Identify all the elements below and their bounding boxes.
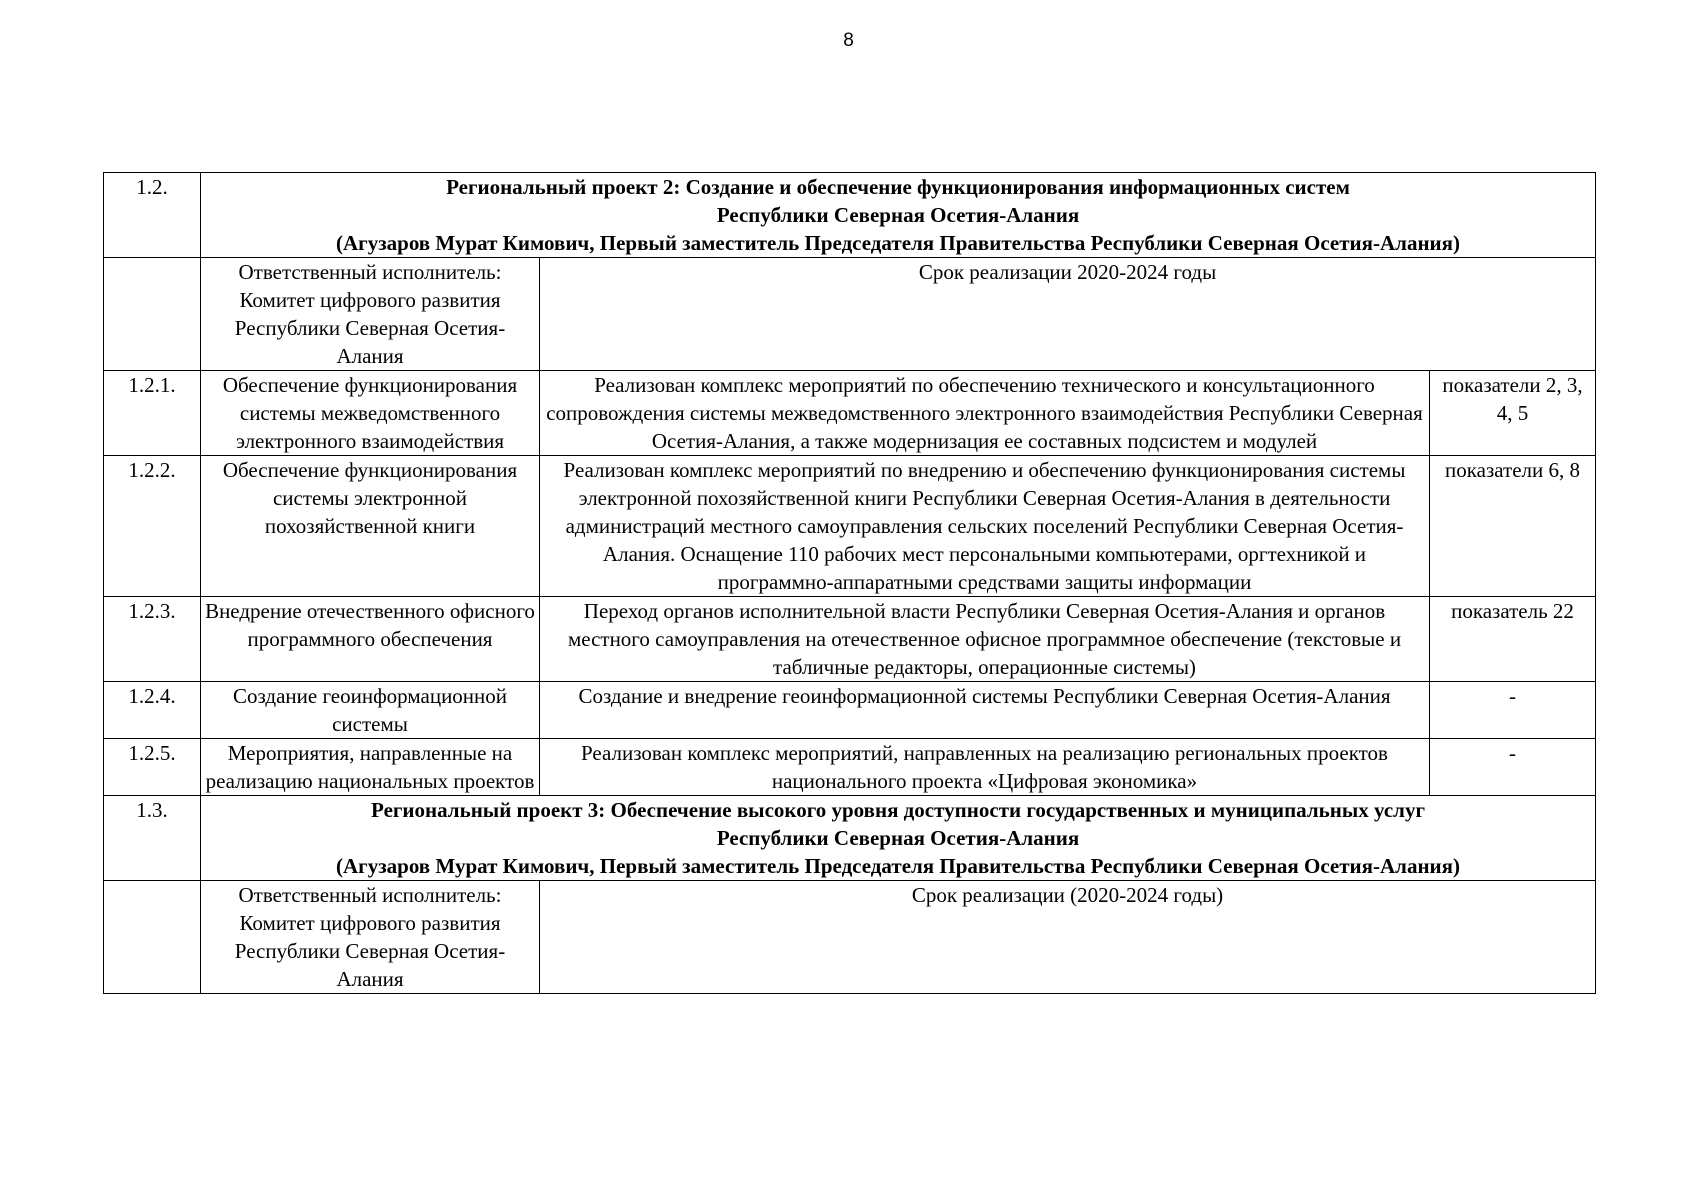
table-row — [104, 456, 1596, 597]
item-result: Реализован комплекс мероприятий по внедрению и обеспечению функционирования системы электронной похозяйственной книги Республики Северная Осетия-Алания в деятельности администраций местного самоуправления сельских поселений Республики Северная Осетия-Алания. Оснащение 110 рабочих мест персональными компьютерами, оргтехникой и программно-аппаратными средствами защиты информации — [540, 456, 1430, 597]
item-result: Переход органов исполнительной власти Республики Северная Осетия-Алания и органов местного самоуправления на отечественное офисное программное обеспечение (текстовые и табличные редакторы, операционные системы) — [540, 597, 1430, 682]
project-number: 1.2. — [104, 173, 201, 258]
item-result: Реализован комплекс мероприятий по обеспечению технического и консультационного сопровождения системы межведомственного электронного взаимодействия Республики Северная Осетия-Алания, а также модернизация ее составных подсистем и модулей — [540, 371, 1430, 456]
project-title-line: Региональный проект 2: Создание и обеспечение функционирования информационных систем — [446, 175, 1350, 199]
item-number: 1.2.1. — [104, 371, 201, 456]
empty-cell — [104, 881, 201, 994]
project-title — [201, 796, 1596, 881]
project-curator: (Агузаров Мурат Кимович, Первый заместитель Председателя Правительства Республики Северная Осетия-Алания) — [336, 854, 1460, 878]
project-header-row — [104, 173, 1596, 258]
item-indicators: показатели 6, 8 — [1430, 456, 1596, 597]
table-row — [104, 371, 1596, 456]
activities-table — [103, 172, 1596, 994]
item-indicators: - — [1430, 739, 1596, 796]
item-number: 1.2.5. — [104, 739, 201, 796]
project-title-line: Республики Северная Осетия-Алания — [716, 826, 1080, 850]
implementation-term: Срок реализации (2020-2024 годы) — [540, 881, 1596, 994]
table-row — [104, 597, 1596, 682]
item-number: 1.2.2. — [104, 456, 201, 597]
table-row — [104, 682, 1596, 739]
project-responsible-row — [104, 881, 1596, 994]
project-curator: (Агузаров Мурат Кимович, Первый заместитель Председателя Правительства Республики Северная Осетия-Алания) — [336, 231, 1460, 255]
page-number: 8 — [843, 30, 854, 51]
item-result: Реализован комплекс мероприятий, направленных на реализацию региональных проектов национального проекта «Цифровая экономика» — [540, 739, 1430, 796]
item-name: Обеспечение функционирования системы межведомственного электронного взаимодействия — [201, 371, 540, 456]
empty-cell — [104, 258, 201, 371]
item-number: 1.2.3. — [104, 597, 201, 682]
responsible-executor: Ответственный исполнитель: Комитет цифрового развития Республики Северная Осетия-Алания — [201, 258, 540, 371]
item-indicators: - — [1430, 682, 1596, 739]
responsible-executor: Ответственный исполнитель: Комитет цифрового развития Республики Северная Осетия-Алания — [201, 881, 540, 994]
item-name: Создание геоинформационной системы — [201, 682, 540, 739]
project-number: 1.3. — [104, 796, 201, 881]
project-title-line: Республики Северная Осетия-Алания — [716, 203, 1080, 227]
item-indicators: показатель 22 — [1430, 597, 1596, 682]
item-indicators: показатели 2, 3, 4, 5 — [1430, 371, 1596, 456]
project-title-line: Региональный проект 3: Обеспечение высокого уровня доступности государственных и муниципальных услуг — [371, 798, 1425, 822]
item-name: Внедрение отечественного офисного программного обеспечения — [201, 597, 540, 682]
project-header-row — [104, 796, 1596, 881]
item-result: Создание и внедрение геоинформационной системы Республики Северная Осетия-Алания — [540, 682, 1430, 739]
item-number: 1.2.4. — [104, 682, 201, 739]
project-title — [201, 173, 1596, 258]
item-name: Обеспечение функционирования системы электронной похозяйственной книги — [201, 456, 540, 597]
project-responsible-row — [104, 258, 1596, 371]
implementation-term: Срок реализации 2020-2024 годы — [540, 258, 1596, 371]
table-row — [104, 739, 1596, 796]
item-name: Мероприятия, направленные на реализацию национальных проектов — [201, 739, 540, 796]
